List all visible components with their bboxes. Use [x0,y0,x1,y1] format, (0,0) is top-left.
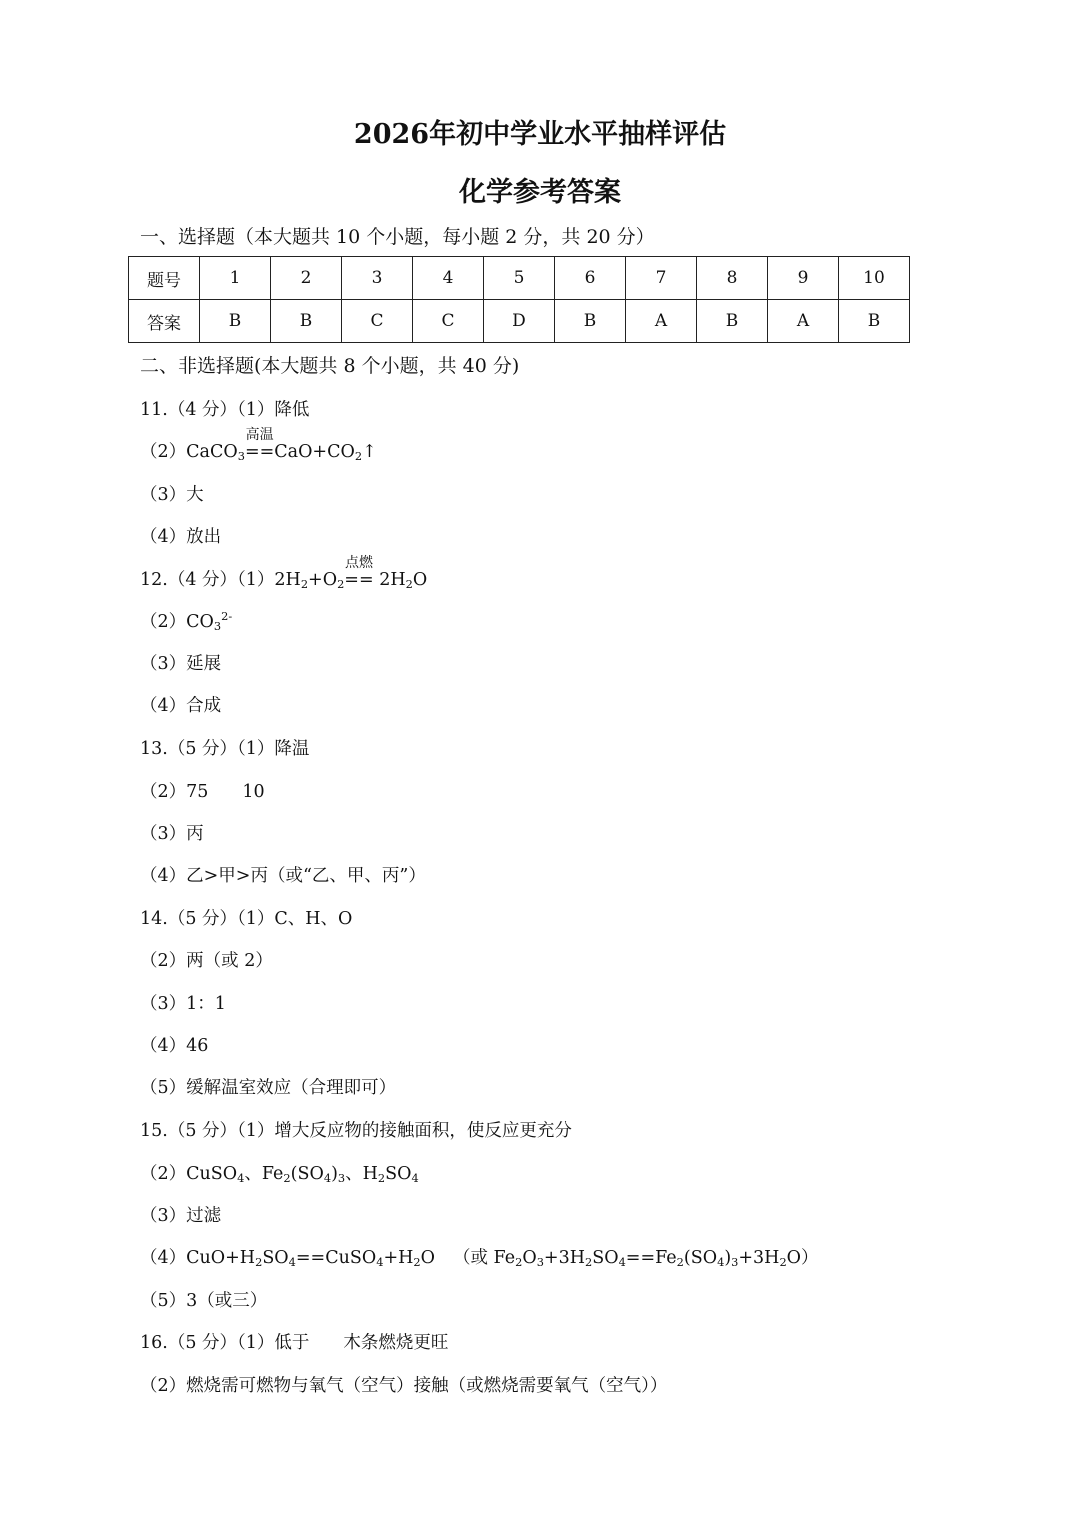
table-row-answers [129,300,910,343]
formula-text: O） [786,1248,819,1268]
q13-line-3: （3）丙 [140,824,204,844]
q11-line-2 [140,427,377,463]
formula-text: SO [262,1248,289,1268]
subscript: 4 [376,1254,384,1269]
question-number-cell: 5 [484,257,555,300]
subscript: 2 [337,576,345,591]
formula-text: +3H [543,1248,585,1268]
q13-line-1: 13.（5 分）（1）降温 [140,739,310,759]
formula-text: （2）CuSO [140,1164,238,1184]
q14-line-4: （4）46 [140,1036,209,1056]
subscript: 2 [300,576,309,591]
formula-text: (SO [290,1164,324,1184]
subscript: 4 [288,1254,296,1269]
subscript: 3 [213,618,222,633]
reaction-equals [244,427,275,462]
q16-line-1 [140,1329,448,1354]
section2-heading: 二、非选择题(本大题共 8 个小题，共 40 分) [140,355,520,377]
document-subtitle: 化学参考答案 [459,177,621,208]
formula-text: 2H [373,570,406,590]
answer-cell: A [626,300,697,343]
q15-line-2 [140,1160,419,1185]
formula-text: （或 Fe [452,1248,516,1268]
equals-sign: == [344,570,374,590]
formula-text: O [412,570,428,590]
subscript: 4 [323,1170,332,1185]
answer-cell: B [555,300,626,343]
formula-text: 12.（4 分）（1）2H [140,570,301,590]
formula-text: (SO [683,1248,718,1268]
q13-line-4: （4）乙>甲>丙（或“乙、甲、丙”） [140,866,426,886]
formula-text: +H [383,1248,414,1268]
formula-text: （2）CaCO [140,442,238,462]
question-number-cell: 4 [413,257,484,300]
subscript: 2 [283,1170,291,1185]
subscript: 2 [413,1254,421,1269]
answer-cell: D [484,300,555,343]
subscript: 4 [237,1170,245,1185]
subscript: 4 [618,1254,626,1269]
reaction-condition: 高温 [245,427,274,443]
question-number-cell: 8 [697,257,768,300]
formula-text: （2）CO [140,612,214,632]
subscript: 4 [411,1170,419,1185]
q15-line-5: （5）3（或三） [140,1291,268,1311]
formula-text: ==CuSO [295,1248,377,1268]
subscript: 2 [515,1254,523,1269]
subscript: 2 [377,1170,386,1185]
formula-text: +O [308,570,338,590]
q12-line-3: （3）延展 [140,654,222,674]
q16-line-2: （2）燃烧需可燃物与氧气（空气）接触（或燃烧需要氧气（空气）） [140,1376,668,1396]
answer-text: （2）75 [140,782,209,802]
row-label-number: 题号 [129,257,200,300]
subscript: 2 [255,1254,263,1269]
equals-sign: == [244,442,275,462]
answer-cell: A [768,300,839,343]
subscript: 3 [536,1254,544,1269]
subscript: 3 [237,448,245,463]
q15-line-4 [140,1244,819,1269]
subscript: 2 [354,448,363,463]
formula-text: （4）CuO+H [140,1248,256,1268]
answer-table [128,256,910,343]
answer-cell: B [697,300,768,343]
reaction-condition: 点燃 [344,555,373,571]
formula-text: ==Fe [625,1248,677,1268]
row-label-answer: 答案 [129,300,200,343]
subscript: 2 [584,1254,593,1269]
question-number-cell: 6 [555,257,626,300]
q14-line-1: 14.（5 分）（1）C、H、O [140,909,353,929]
q14-line-3: （3）1：1 [140,994,226,1014]
answer-text: 10 [242,782,265,802]
document-title: 2026年初中学业水平抽样评估 [353,119,727,150]
formula-text: 、Fe [244,1164,284,1184]
reaction-equals [344,555,374,590]
answer-cell: B [271,300,342,343]
formula-text: CaO+CO [274,442,355,462]
q11-line-1: 11.（4 分）（1）降低 [140,400,310,420]
answer-cell: C [342,300,413,343]
question-number-cell: 2 [271,257,342,300]
formula-text: ) [724,1248,732,1268]
question-number-cell: 9 [768,257,839,300]
question-number-cell: 7 [626,257,697,300]
subscript: 2 [676,1254,684,1269]
formula-text: ) [331,1164,338,1184]
answer-cell: C [413,300,484,343]
q11-line-3: （3）大 [140,485,204,505]
q12-line-4: （4）合成 [140,696,222,716]
q15-line-3: （3）过滤 [140,1206,222,1226]
gas-arrow: ↑ [362,442,377,462]
answer-cell: B [200,300,271,343]
subscript: 4 [717,1254,725,1269]
q15-line-1: 15.（5 分）（1）增大反应物的接触面积，使反应更充分 [140,1121,572,1141]
question-number-cell: 10 [839,257,910,300]
question-number-cell: 3 [342,257,413,300]
subscript: 2 [405,576,413,591]
formula-text: O [420,1248,435,1268]
formula-text: +3H [738,1248,780,1268]
q12-line-2 [140,608,232,633]
superscript: 2- [221,609,233,624]
answer-cell: B [839,300,910,343]
formula-text: SO [592,1248,619,1268]
formula-text: 、H [345,1164,378,1184]
q14-line-5: （5）缓解温室效应（合理即可） [140,1078,397,1098]
answer-text: 木条燃烧更旺 [343,1333,449,1353]
q13-line-2 [140,778,265,803]
q14-line-2: （2）两（或 2） [140,951,273,971]
table-row-numbers [129,257,910,300]
formula-text: SO [385,1164,412,1184]
subscript: 3 [731,1254,739,1269]
question-number-cell: 1 [200,257,271,300]
q12-line-1 [140,555,428,591]
q11-line-4: （4）放出 [140,527,222,547]
subscript: 3 [337,1170,346,1185]
formula-text: O [522,1248,537,1268]
section1-heading: 一、选择题（本大题共 10 个小题，每小题 2 分，共 20 分） [140,226,655,248]
subscript: 2 [779,1254,787,1269]
answer-text: 16.（5 分）（1）低于 [140,1333,310,1353]
